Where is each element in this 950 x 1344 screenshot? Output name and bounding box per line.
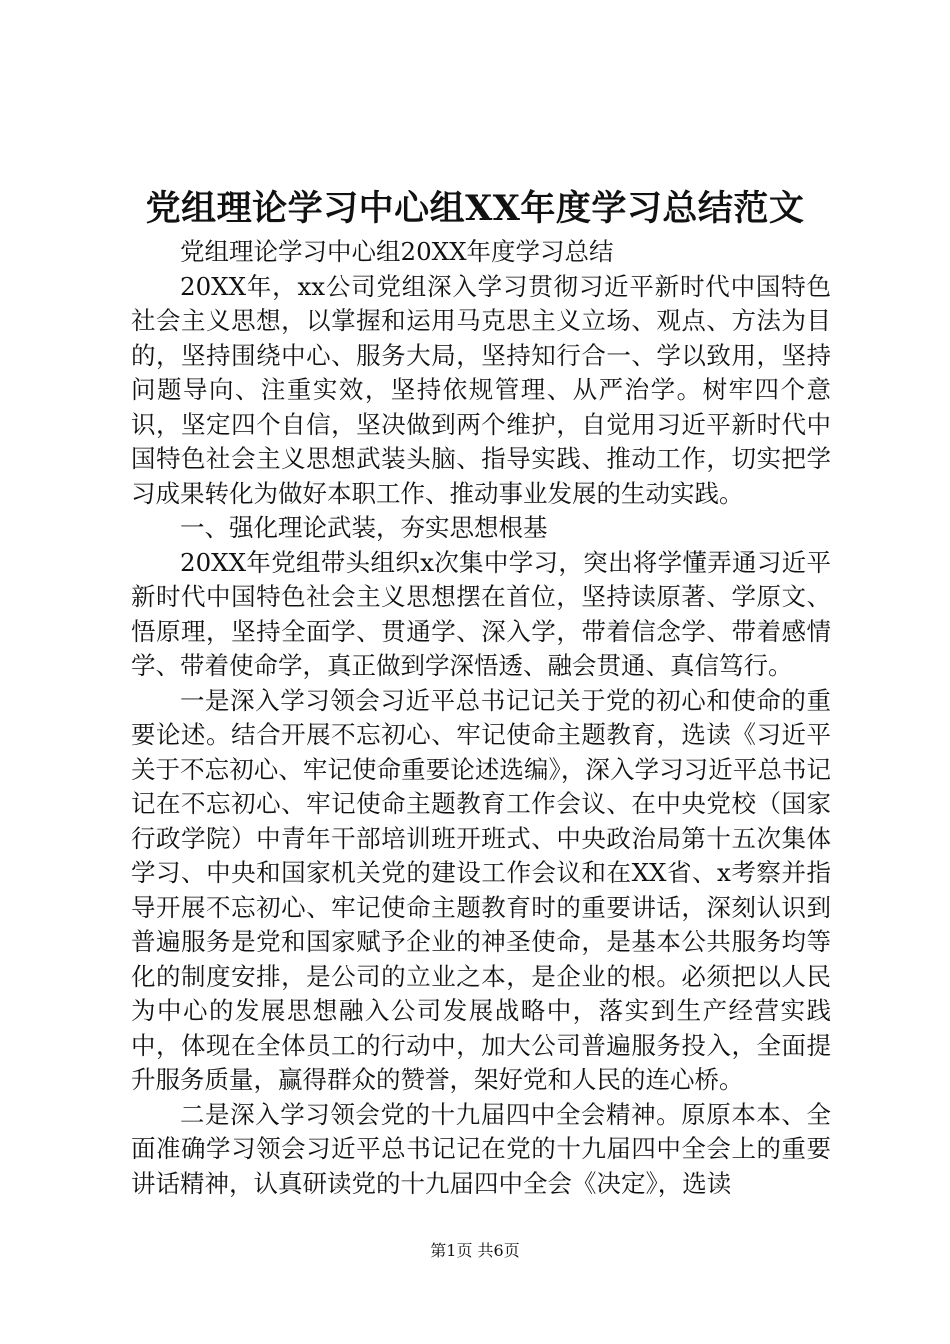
body-paragraph: 二是深入学习领会党的十九届四中全会精神。原原本本、全面准确学习领会习近平总书记记在党的十九届四中全会上的重要讲话精神，认真研读党的十九届四中全会《决定》，选读 xyxy=(131,1099,831,1198)
section-heading: 一、强化理论武装，夯实思想根基 xyxy=(180,513,548,542)
body-paragraph: 20XX年党组带头组织x次集中学习，突出将学懂弄通习近平新时代中国特色社会主义思想摆在首位，坚持读原著、学原文、悟原理，坚持全面学、贯通学、深入学，带着信念学、带着感情学、带着使命学，真正做到学深悟透、融会贯通、真信笃行。 xyxy=(131,547,831,680)
page-footer: 第1页 共6页 xyxy=(430,1241,520,1260)
document-title: 党组理论学习中心组XX年度学习总结范文 xyxy=(145,188,805,229)
subtitle-paragraph: 党组理论学习中心组20XX年度学习总结 xyxy=(180,237,614,266)
body-paragraph: 一是深入学习领会习近平总书记记关于党的初心和使命的重要论述。结合开展不忘初心、牢记使命主题教育，选读《习近平关于不忘初心、牢记使命重要论述选编》，深入学习习近平总书记记在不忘初心、牢记使命主题教育工作会议、在中央党校（国家行政学院）中青年干部培训班开班式、中央政治局第十五次集体学习、中央和国家机关党的建设工作会议和在XX省、x考察并指导开展不忘初心、牢记使命主题教育时的重要讲话，深刻认识到普遍服务是党和国家赋予企业的神圣使命，是基本公共服务均等化的制度安排，是公司的立业之本，是企业的根。必须把以人民为中心的发展思想融入公司发展战略中，落实到生产经营实践中，体现在全体员工的行动中，加大公司普遍服务投入，全面提升服务质量，赢得群众的赞誉，架好党和人民的连心桥。 xyxy=(131,685,831,1094)
intro-paragraph: 20XX年，xx公司党组深入学习贯彻习近平新时代中国特色社会主义思想，以掌握和运用马克思主义立场、观点、方法为目的，坚持围绕中心、服务大局，坚持知行合一、学以致用，坚持问题导向、注重实效，坚持依规管理、从严治学。树牢四个意识，坚定四个自信，坚决做到两个维护，自觉用习近平新时代中国特色社会主义思想武装头脑、指导实践、推动工作，切实把学习成果转化为做好本职工作、推动事业发展的生动实践。 xyxy=(131,271,831,508)
document-body xyxy=(131,235,831,1201)
